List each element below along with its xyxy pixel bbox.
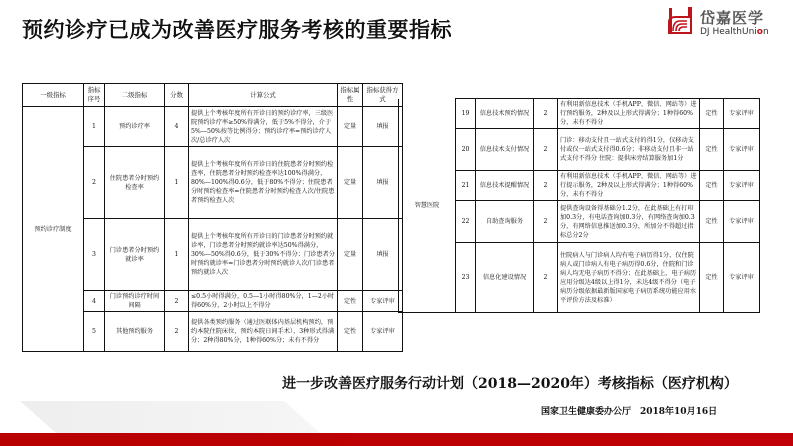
level1-cell: 预约诊疗制度	[23, 107, 84, 352]
method-cell: 专家评审	[724, 171, 760, 201]
index-cell: 3	[84, 219, 105, 291]
document-subtitle: 进一步改善医疗服务行动计划（2018—2020年）考核指标（医疗机构）	[282, 376, 738, 392]
method-cell: 填报	[363, 107, 403, 147]
attribute-cell: 定性	[700, 129, 724, 171]
logo-english-name: DJ HealthUnion	[700, 27, 769, 37]
method-cell: 专家评审	[724, 99, 760, 129]
method-cell: 专家评审	[724, 243, 760, 313]
left-indicator-table	[22, 83, 403, 352]
formula-cell: ≤0.5小时得满分，0.5—1小时得80%分，1—2小时得60%分，2小时以上不得分	[189, 291, 338, 312]
score-cell: 4	[165, 107, 189, 147]
attribute-cell: 定量	[338, 147, 363, 219]
index-cell: 1	[84, 107, 105, 147]
score-cell: 2	[534, 99, 558, 129]
level2-cell: 门诊预约诊疗时间间隔	[105, 291, 165, 312]
index-cell: 21	[456, 171, 476, 201]
level2-cell: 信息技术提醒情况	[476, 171, 534, 201]
score-cell: 1	[165, 147, 189, 219]
header-method: 指标获得方式	[363, 84, 403, 107]
attribute-cell: 定性	[700, 171, 724, 201]
header-index: 指标序号	[84, 84, 105, 107]
table-row	[23, 107, 403, 147]
table-header-row	[23, 84, 403, 107]
score-cell: 2	[534, 243, 558, 313]
right-indicator-table	[398, 98, 760, 313]
logo	[668, 6, 788, 40]
header-level1: 一级指标	[23, 84, 84, 107]
formula-cell: 门诊：移动支付且一站式支付的得1分，仅移动支付或仅一站式支付得0.6分；非移动支付且非一站式支付不得分 住院：提供床旁结算服务加1分	[558, 129, 700, 171]
document-source: 国家卫生健康委办公厅 2018年10月16日	[541, 407, 718, 417]
level2-cell: 其他预约服务	[105, 312, 165, 352]
index-cell: 22	[456, 201, 476, 243]
index-cell: 20	[456, 129, 476, 171]
header-level2: 二级指标	[105, 84, 165, 107]
method-cell: 填报	[363, 219, 403, 291]
level2-cell: 信息技术支付情况	[476, 129, 534, 171]
formula-cell: 提供各类预约服务（通过医联体内基层机构预约，预约本院住院床位，预约本院日间手术），3种形式得满分；2种得80%分，1种得60%分；未有不得分	[189, 312, 338, 352]
formula-cell: 有利用新信息技术（手机APP、微信、网站等）进行预约服务，2种及以上形式得满分；1种得60%分，未有不得分	[558, 99, 700, 129]
formula-cell: 提供上个考核年度所有开诊日的门诊患者分时预约就诊率，门诊患者分时预约就诊率达50%得满分，30%—50%得0.6分，低于30%不得分；门诊患者分时预约就诊率=门诊患者分时预约就诊人次/门诊患者预约就诊人次	[189, 219, 338, 291]
table-row	[399, 99, 760, 129]
method-cell: 专家评审	[724, 201, 760, 243]
score-cell: 2	[165, 291, 189, 312]
level2-cell: 预约诊疗率	[105, 107, 165, 147]
attribute-cell: 定性	[700, 201, 724, 243]
header-attribute: 指标属性	[338, 84, 363, 107]
dj-logo-icon	[668, 6, 692, 36]
level2-cell: 住院患者分时预约检查率	[105, 147, 165, 219]
score-cell: 1	[165, 219, 189, 291]
level2-cell: 信息技术预约情况	[476, 99, 534, 129]
attribute-cell: 定量	[338, 219, 363, 291]
method-cell: 专家评审	[363, 291, 403, 312]
level2-cell: 信息化建设情况	[476, 243, 534, 313]
score-cell: 2	[534, 201, 558, 243]
footer-bar	[0, 433, 793, 446]
formula-cell: 有利用新信息技术（手机APP、微信、网站等）进行提示服务，2种及以上形式得满分；1种得60%分，未有不得分	[558, 171, 700, 201]
attribute-cell: 定量	[338, 107, 363, 147]
level2-cell: 门诊患者分时预约就诊率	[105, 219, 165, 291]
header-formula: 计算公式	[189, 84, 338, 107]
decorative-shade	[20, 401, 320, 433]
formula-cell: 提供查询设备得基础分1.2分，在此基础上有打印加0.3分，有电话查询加0.3分，有网络查询加0.3分，有网络信息推送加0.3分，所加分不得超过指标总分2分	[558, 201, 700, 243]
index-cell: 19	[456, 99, 476, 129]
score-cell: 2	[534, 129, 558, 171]
header-score: 分数	[165, 84, 189, 107]
index-cell: 23	[456, 243, 476, 313]
attribute-cell: 定性	[700, 99, 724, 129]
logo-chinese-name: 岱嘉医学	[700, 9, 765, 27]
score-cell: 2	[165, 312, 189, 352]
index-cell: 4	[84, 291, 105, 312]
index-cell: 5	[84, 312, 105, 352]
index-cell: 2	[84, 147, 105, 219]
formula-cell: 住院病人与门诊病人均有电子病历得1分，仅住院病人或门诊病人有电子病历得0.6分，住院和门诊病人均无电子病历不得分；在此基础上，电子病历应用分级达4级以上得1分，未达4级不得分（电子病历分级依据最新版国家电子病历系统功能应用水平评价方法及标准）	[558, 243, 700, 313]
method-cell: 专家评审	[363, 312, 403, 352]
method-cell: 填报	[363, 147, 403, 219]
attribute-cell: 定性	[338, 291, 363, 312]
attribute-cell: 定性	[700, 243, 724, 313]
level2-cell: 自助查询服务	[476, 201, 534, 243]
method-cell: 专家评审	[724, 129, 760, 171]
page-title: 预约诊疗已成为改善医疗服务考核的重要指标	[22, 18, 452, 42]
attribute-cell: 定性	[338, 312, 363, 352]
formula-cell: 提供上个考核年度所有开诊日的预约诊疗率，三级医院预约诊疗率≥50%得满分，低于5%不得分，介于5%—50%按等比例得分；预约诊疗率=预约诊疗人次/总诊疗人次	[189, 107, 338, 147]
score-cell: 2	[534, 171, 558, 201]
level1-cell: 智慧医院	[399, 99, 456, 313]
formula-cell: 提供上个考核年度所有开诊日的住院患者分时预约检查率，住院患者分时预约检查率达100%得满分，80%—100%得0.6分，低于80%不得分；住院患者分时预约检查率=住院患者分时预约检查人次/住院患者预约检查人次	[189, 147, 338, 219]
